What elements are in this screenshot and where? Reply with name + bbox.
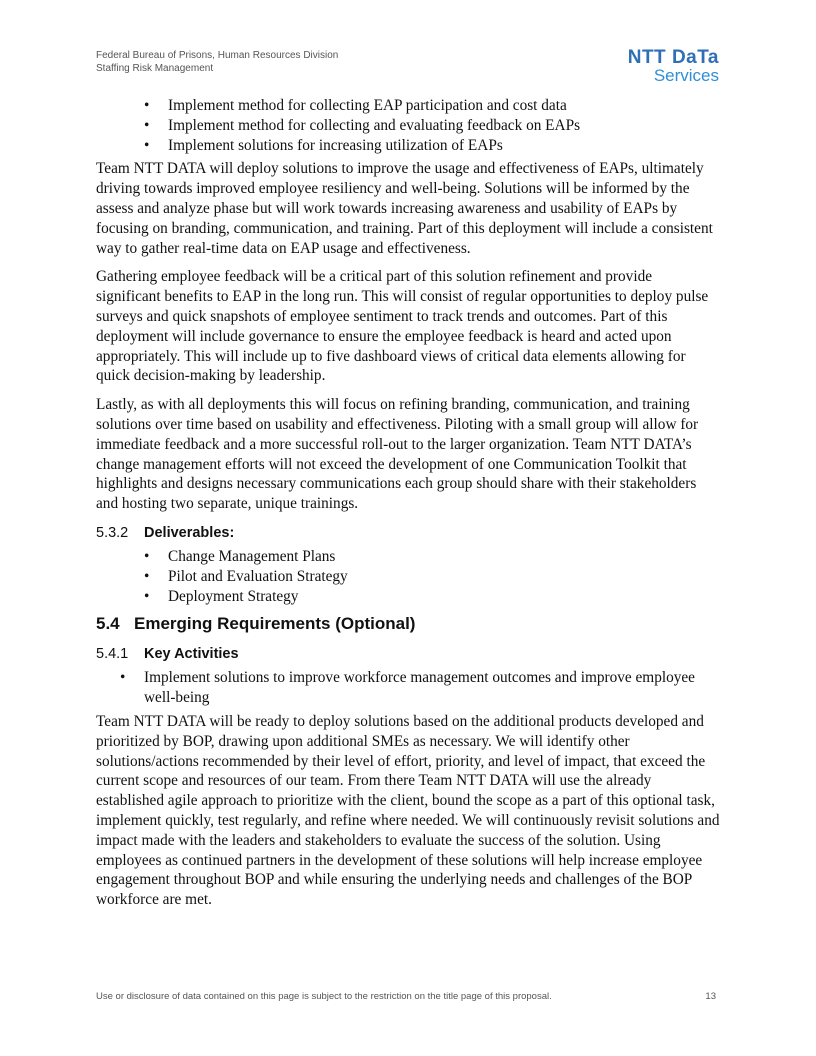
bullet-icon: • xyxy=(144,97,150,114)
section-number: 5.4.1 xyxy=(96,646,129,663)
list-item: • Implement solutions for increasing utilization of EAPs xyxy=(144,136,503,154)
page-body xyxy=(96,96,720,910)
bullet-icon: • xyxy=(144,136,150,154)
paragraph: Team NTT DATA will deploy solutions to improve the usage and effectiveness of EAPs, ultimately driving towards improved employee resiliency and well-being. Solutions will be informed by the assess and analyze phase but will work towards increasing awareness and usability of EAPs by focusing on branding, communication, and training. Part of this deployment will include a consistent way to gather real-time data on EAP usage and effectiveness. xyxy=(96,160,713,257)
disclosure-notice: Use or disclosure of data contained on this page is subject to the restriction on the title page of this proposal. xyxy=(96,991,552,1002)
section-heading-key-activities xyxy=(96,645,720,663)
page-footer xyxy=(96,991,720,1002)
section-title: Key Activities xyxy=(144,646,239,663)
key-activities-list xyxy=(96,668,720,708)
paragraph: Gathering employee feedback will be a critical part of this solution refinement and provide significant benefits to EAP in the long run. This will consist of regular opportunities to deploy pulse surveys and quick snapshots of employee sentiment to track trends and outcomes. Part of this deployment will include governance to ensure the employee feedback is heard and acted upon appropriately. This will include up to five dashboard views of critical data elements allowing for quick decision-making by leadership. xyxy=(96,268,709,385)
paragraph: Lastly, as with all deployments this will focus on refining branding, communication, and training solutions over time based on usability and effectiveness. Piloting with a small group will allow for immediate feedback and a more successful roll-out to the larger organization. Team NTT DATA’s change management efforts will not exceed the development of one Communication Toolkit that highlights and designs necessary communications each group should share with their stakeholders and hosting two separate, unique trainings. xyxy=(96,396,699,513)
list-item: • Change Management Plans xyxy=(144,547,336,565)
section-number: 5.3.2 xyxy=(96,524,129,541)
page-number: 13 xyxy=(705,991,716,1002)
bullet-icon: • xyxy=(120,669,126,687)
section-heading-emerging-requirements xyxy=(96,613,720,635)
page-header xyxy=(96,49,338,75)
section-heading-deliverables xyxy=(96,524,720,542)
ntt-data-logo xyxy=(628,49,719,85)
list-item: • Implement method for collecting EAP participation and cost data xyxy=(144,97,567,114)
bullet-icon: • xyxy=(144,547,150,565)
header-subtitle: Staffing Risk Management xyxy=(96,63,214,74)
list-item: • Deployment Strategy xyxy=(144,587,299,605)
bullet-icon: • xyxy=(144,116,150,134)
list-item: • Implement method for collecting and evaluating feedback on EAPs xyxy=(144,116,581,134)
paragraph: Team NTT DATA will be ready to deploy solutions based on the additional products developed and prioritized by BOP, drawing upon additional SMEs as necessary. We will identify other solutions/actions recommended by their level of effort, priority, and level of impact, that exceed the current scope and resources of our team. From there Team NTT DATA will use the already established agile approach to prioritize with the client, bound the scope as a part of this optional task, implement quickly, test regularly, and refine where needed. We will continuously revisit solutions and impact made with the leaders and stakeholders to evaluate the success of the solution. Using employees as continued partners in the development of these solutions will help increase employee engagement throughout BOP and while ensuring the underlying needs and challenges of the BOP workforce are met. xyxy=(96,712,720,909)
deliverables-list xyxy=(96,547,720,606)
logo-wordmark: NTT DaTa xyxy=(627,47,719,68)
list-item: • Pilot and Evaluation Strategy xyxy=(144,567,348,585)
list-item: • Implement solutions to improve workforce management outcomes and improve employee well-being xyxy=(120,669,695,707)
intro-bullet-list xyxy=(96,96,720,155)
bullet-icon: • xyxy=(144,587,150,605)
section-number: 5.4 xyxy=(96,614,120,634)
bullet-icon: • xyxy=(144,567,150,585)
section-title: Deliverables: xyxy=(144,524,235,541)
logo-services: Services xyxy=(653,66,719,85)
header-org-line: Federal Bureau of Prisons, Human Resources Division xyxy=(96,50,339,61)
section-title: Emerging Requirements (Optional) xyxy=(134,614,416,634)
